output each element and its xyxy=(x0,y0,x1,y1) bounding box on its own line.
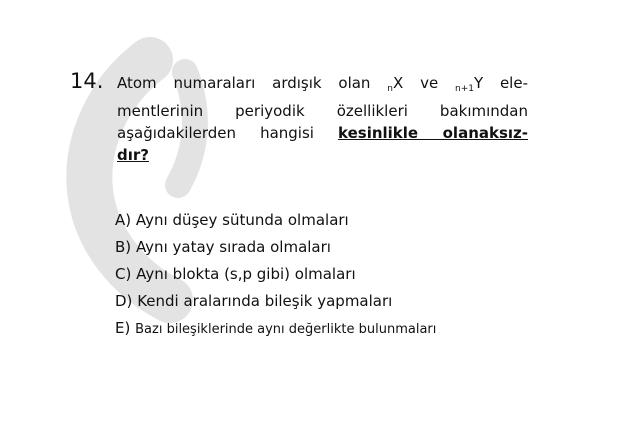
option-text: Kendi aralarında bileşik yapmaları xyxy=(137,292,393,310)
option-text: Bazı bileşiklerinde aynı değerlikte bulunmaları xyxy=(135,322,437,337)
subscript-n: n xyxy=(387,84,393,94)
stem-line-4 xyxy=(117,144,528,166)
option-text: Aynı blokta (s,p gibi) olmaları xyxy=(136,265,356,283)
element-x: X xyxy=(392,74,404,92)
element-y: Y xyxy=(473,74,484,92)
option-letter: D) xyxy=(115,292,133,310)
option-text: Aynı düşey sütunda olmaları xyxy=(135,211,349,229)
option-a[interactable] xyxy=(115,207,436,234)
subscript-n-plus-1: n+1 xyxy=(454,84,474,94)
option-text: Aynı yatay sırada olmaları xyxy=(135,238,331,256)
option-e[interactable] xyxy=(115,315,436,343)
stem-line-2: mentlerinin periyodik özellikleri bakımından xyxy=(117,102,528,120)
answer-options xyxy=(115,207,436,343)
option-b[interactable] xyxy=(115,234,436,261)
stem-line-1: Atom numaraları ardışık olan $_n$X ve $_{n+1}$Y ele- xyxy=(117,74,528,94)
option-letter: A) xyxy=(115,211,132,229)
option-letter: B) xyxy=(115,238,132,256)
question-stem xyxy=(117,72,528,166)
question-number: 14. xyxy=(70,69,104,93)
emphasis-text-end: dır? xyxy=(117,146,149,164)
option-c[interactable] xyxy=(115,261,436,288)
stem-line-3: aşağıdakilerden hangisi kesinlikle olanaksız- xyxy=(117,124,528,142)
option-letter: C) xyxy=(115,265,132,283)
emphasis-text: kesinlikle olanaksız- xyxy=(338,124,528,142)
option-letter: E) xyxy=(115,319,131,337)
option-d[interactable] xyxy=(115,288,436,315)
